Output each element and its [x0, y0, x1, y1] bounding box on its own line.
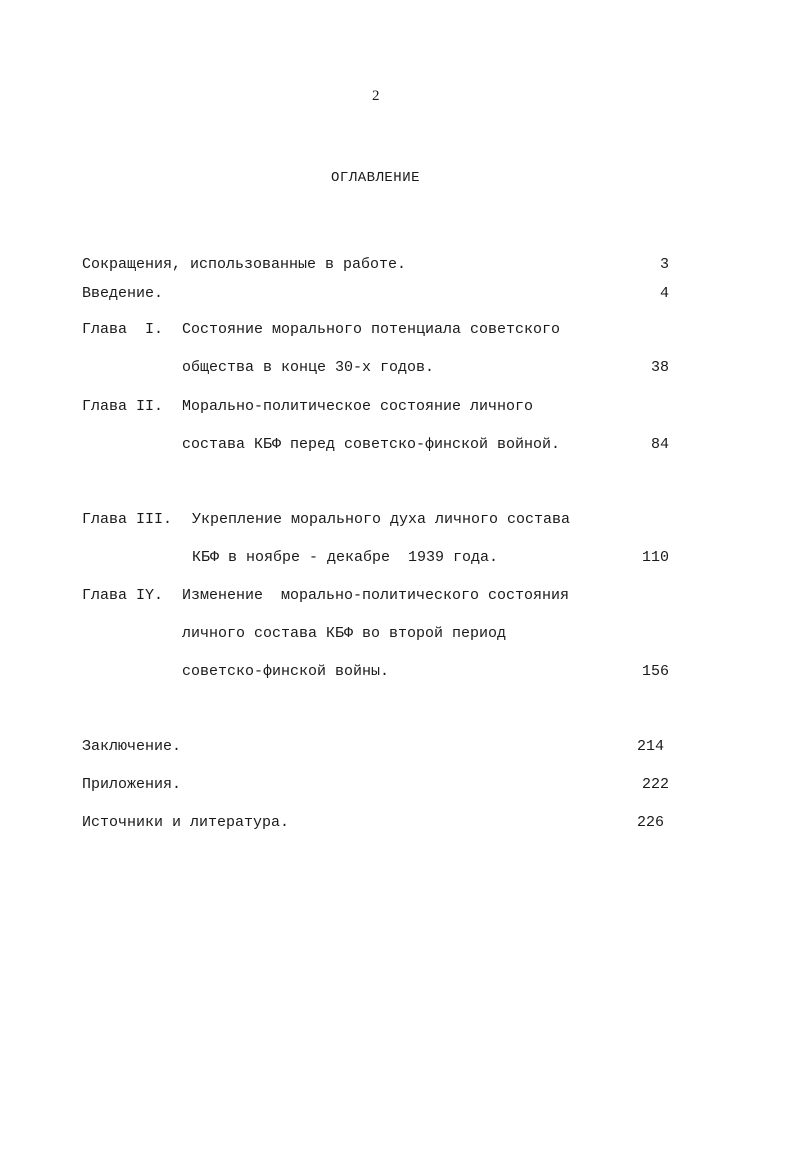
page-number: 2 — [372, 88, 380, 104]
toc-entry-abbreviations: Сокращения, использованные в работе. — [82, 256, 407, 273]
toc-entry-introduction: Введение. — [82, 285, 164, 302]
toc-page-chapter-2: 84 — [650, 436, 669, 453]
toc-chapter-3-line-2: КБФ в ноябре - декабре 1939 года. — [192, 549, 499, 566]
toc-page-appendices: 222 — [641, 776, 669, 793]
toc-chapter-2-line-1: Морально-политическое состояние личного — [182, 398, 534, 415]
toc-chapter-prefix-1: Глава I. — [82, 321, 164, 338]
toc-page-conclusion: 214 — [636, 738, 664, 755]
toc-page-chapter-4: 156 — [641, 663, 669, 680]
toc-page-introduction: 4 — [659, 285, 669, 302]
toc-chapter-prefix-3: Глава III. — [82, 511, 173, 528]
toc-chapter-2-line-2: состава КБФ перед советско-финской войной. — [182, 436, 561, 453]
toc-page-abbreviations: 3 — [659, 256, 669, 273]
toc-page-chapter-3: 110 — [641, 549, 669, 566]
toc-chapter-1-line-2: общества в конце 30-х годов. — [182, 359, 435, 376]
toc-chapter-4-line-1: Изменение морально-политического состояния — [182, 587, 570, 604]
toc-entry-conclusion: Заключение. — [82, 738, 182, 755]
toc-chapter-4-line-3: советско-финской войны. — [182, 663, 390, 680]
toc-title: ОГЛАВЛЕНИЕ — [331, 170, 421, 186]
toc-chapter-1-line-1: Состояние морального потенциала советского — [182, 321, 561, 338]
toc-chapter-prefix-4: Глава IY. — [82, 587, 164, 604]
toc-chapter-3-line-1: Укрепление морального духа личного состава — [192, 511, 571, 528]
toc-entry-sources: Источники и литература. — [82, 814, 290, 831]
toc-entry-appendices: Приложения. — [82, 776, 182, 793]
toc-page-chapter-1: 38 — [650, 359, 669, 376]
toc-chapter-prefix-2: Глава II. — [82, 398, 164, 415]
toc-page-sources: 226 — [636, 814, 664, 831]
toc-chapter-4-line-2: личного состава КБФ во второй период — [182, 625, 507, 642]
